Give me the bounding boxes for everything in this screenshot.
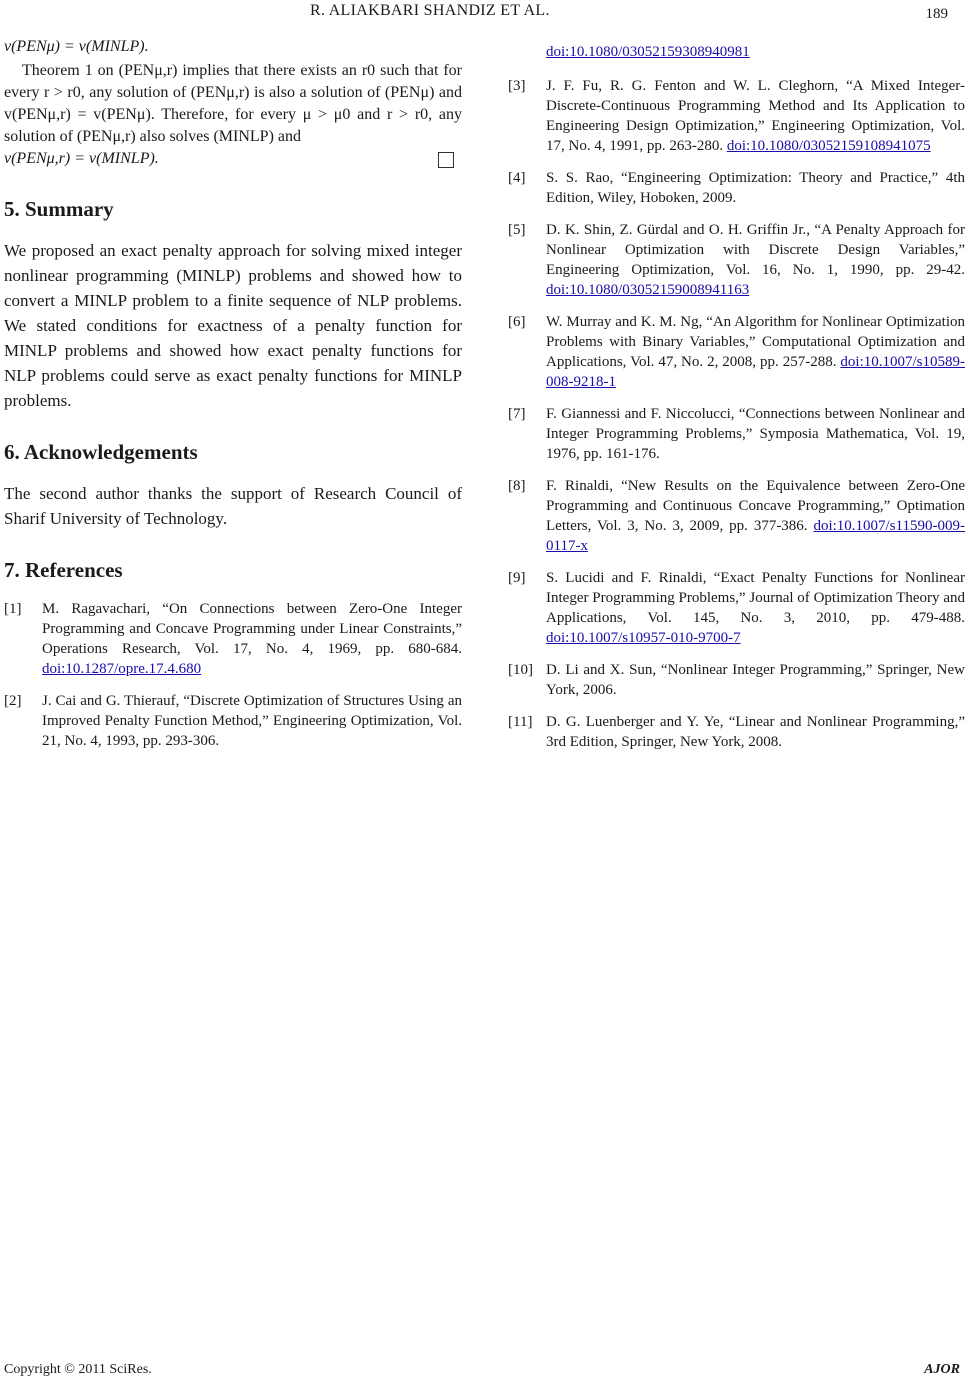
page-number: 189 bbox=[925, 6, 948, 22]
math-block bbox=[4, 36, 462, 170]
reference-text: D. G. Luenberger and Y. Ye, “Linear and Nonlinear Programming,” 3rd Edition, Springer, New York, 2008. bbox=[546, 714, 965, 750]
reference-text: D. K. Shin, Z. Gürdal and O. H. Griffin Jr., “A Penalty Approach for Nonlinear Optimization with Discrete Design Variables,” Engineering Optimization, Vol. 16, No. 1, 1990, pp. 29-42. bbox=[546, 222, 965, 278]
section-heading-acknowledgements: 6. Acknowledgements bbox=[4, 440, 198, 464]
reference-number: [8] bbox=[508, 478, 526, 494]
reference-number: [9] bbox=[508, 570, 526, 586]
reference-text: J. Cai and G. Thierauf, “Discrete Optimization of Structures Using an Improved Penalty Function Method,” Engineering Optimization, Vol. 21, No. 4, 1993, pp. 293-306. bbox=[42, 693, 462, 749]
reference-doi-link[interactable]: doi:10.1007/s10589-008-9218-1 bbox=[546, 354, 965, 390]
reference-item bbox=[508, 76, 965, 156]
reference-number: [10] bbox=[508, 662, 533, 678]
reference-number: [2] bbox=[4, 693, 22, 709]
summary-text: We proposed an exact penalty approach for solving mixed integer nonlinear programming (MINLP) problems and showed how to convert a MINLP problem to a finite sequence of NLP problems. We stated conditions for exactness of a penalty function for MINLP problems and showed how exact penalty functions for NLP problems could serve as exact penalty functions for MINLP problems. bbox=[4, 241, 462, 410]
section-heading-references: 7. References bbox=[4, 558, 123, 582]
qed-box-icon bbox=[438, 152, 454, 168]
reference-item bbox=[508, 476, 965, 556]
reference-item bbox=[4, 691, 462, 751]
reference-item bbox=[508, 660, 965, 700]
running-header bbox=[0, 2, 968, 32]
reference-text: S. Lucidi and F. Rinaldi, “Exact Penalty Functions for Nonlinear Integer Programming Problems,” Journal of Optimization Theory and Applications, Vol. 145, No. 3, 2010, pp. 479-488. bbox=[546, 570, 965, 626]
reference-text: F. Rinaldi, “New Results on the Equivalence between Zero-One Programming and Continuous Concave Programming,” Optimation Letters, Vol. 3, No. 3, 2009, pp. 377-386. bbox=[546, 478, 965, 534]
equation-line-1: v(PENμ) = v(MINLP). bbox=[4, 38, 149, 55]
reference-item bbox=[508, 168, 965, 208]
reference-list-right bbox=[508, 76, 965, 752]
reference-item bbox=[508, 712, 965, 752]
reference-doi-link[interactable]: doi:10.1080/03052159108941075 bbox=[726, 138, 931, 154]
reference-doi-link[interactable]: doi:10.1287/opre.17.4.680 bbox=[42, 661, 202, 677]
journal-abbrev: AJOR bbox=[924, 1362, 960, 1377]
reference-text: W. Murray and K. M. Ng, “An Algorithm for Nonlinear Optimization Problems with Binary Variables,” Computational Optimization and Applications, Vol. 47, No. 2, 2008, pp. 257-288. bbox=[546, 314, 965, 370]
reference-item bbox=[508, 312, 965, 392]
running-title: R. ALIAKBARI SHANDIZ ET AL. bbox=[310, 2, 550, 19]
reference-text: S. S. Rao, “Engineering Optimization: Theory and Practice,” 4th Edition, Wiley, Hoboken, 2009. bbox=[546, 170, 965, 206]
acknowledgements-text: The second author thanks the support of Research Council of Sharif University of Technology. bbox=[4, 484, 462, 528]
reference-number: [5] bbox=[508, 222, 526, 238]
reference-text: F. Giannessi and F. Niccolucci, “Connections between Nonlinear and Integer Programming Problems,” Symposia Mathematica, Vol. 19, 1976, pp. 161-176. bbox=[546, 406, 965, 462]
reference-doi-link[interactable]: doi:10.1007/s11590-009-0117-x bbox=[546, 518, 965, 554]
reference-text: J. F. Fu, R. G. Fenton and W. L. Cleghorn, “A Mixed Integer-Discrete-Continuous Programming Method and Its Application to Engineering Design Optimization,” Engineering Optimization, Vol. 17, No. 4, 1991, pp. 263-280. bbox=[546, 78, 965, 154]
reference-doi-link[interactable]: doi:10.1080/03052159008941163 bbox=[546, 282, 750, 298]
reference-list-left bbox=[4, 599, 462, 751]
reference-number: [6] bbox=[508, 314, 526, 330]
reference-text: M. Ragavachari, “On Connections between Zero-One Integer Programming and Concave Programming under Linear Constraints,” Operations Research, Vol. 17, No. 4, 1969, pp. 680-684. bbox=[42, 601, 462, 657]
reference-number: [4] bbox=[508, 170, 526, 186]
left-column bbox=[4, 36, 462, 763]
reference-doi-link[interactable]: doi:10.1080/03052159308940981 bbox=[546, 44, 750, 60]
theorem-paragraph: Theorem 1 on (PENμ,r) implies that there exists an r0 such that for every r > r0, any solution of (PENμ,r) is also a solution of (PENμ) and v(PENμ,r) = v(PENμ). Therefore, for every μ > μ0 and r > r0, any solution of (PENμ,r) also solves (MINLP) and bbox=[4, 62, 462, 145]
reference-doi-link[interactable]: doi:10.1007/s10957-010-9700-7 bbox=[546, 630, 741, 646]
reference-number: [3] bbox=[508, 78, 526, 94]
reference-number: [7] bbox=[508, 406, 526, 422]
reference-item bbox=[508, 220, 965, 300]
reference-item bbox=[508, 404, 965, 464]
reference-text: D. Li and X. Sun, “Nonlinear Integer Programming,” Springer, New York, 2006. bbox=[546, 662, 965, 698]
reference-number: [11] bbox=[508, 714, 533, 730]
section-heading-summary: 5. Summary bbox=[4, 197, 114, 221]
reference-number: [1] bbox=[4, 601, 22, 617]
equation-last-line: v(PENμ,r) = v(MINLP). bbox=[4, 148, 462, 170]
copyright-text: Copyright © 2011 SciRes. bbox=[4, 1362, 152, 1377]
reference-item bbox=[4, 599, 462, 679]
right-column bbox=[508, 42, 965, 764]
reference-doi-continuation bbox=[508, 42, 965, 62]
reference-item bbox=[508, 568, 965, 648]
